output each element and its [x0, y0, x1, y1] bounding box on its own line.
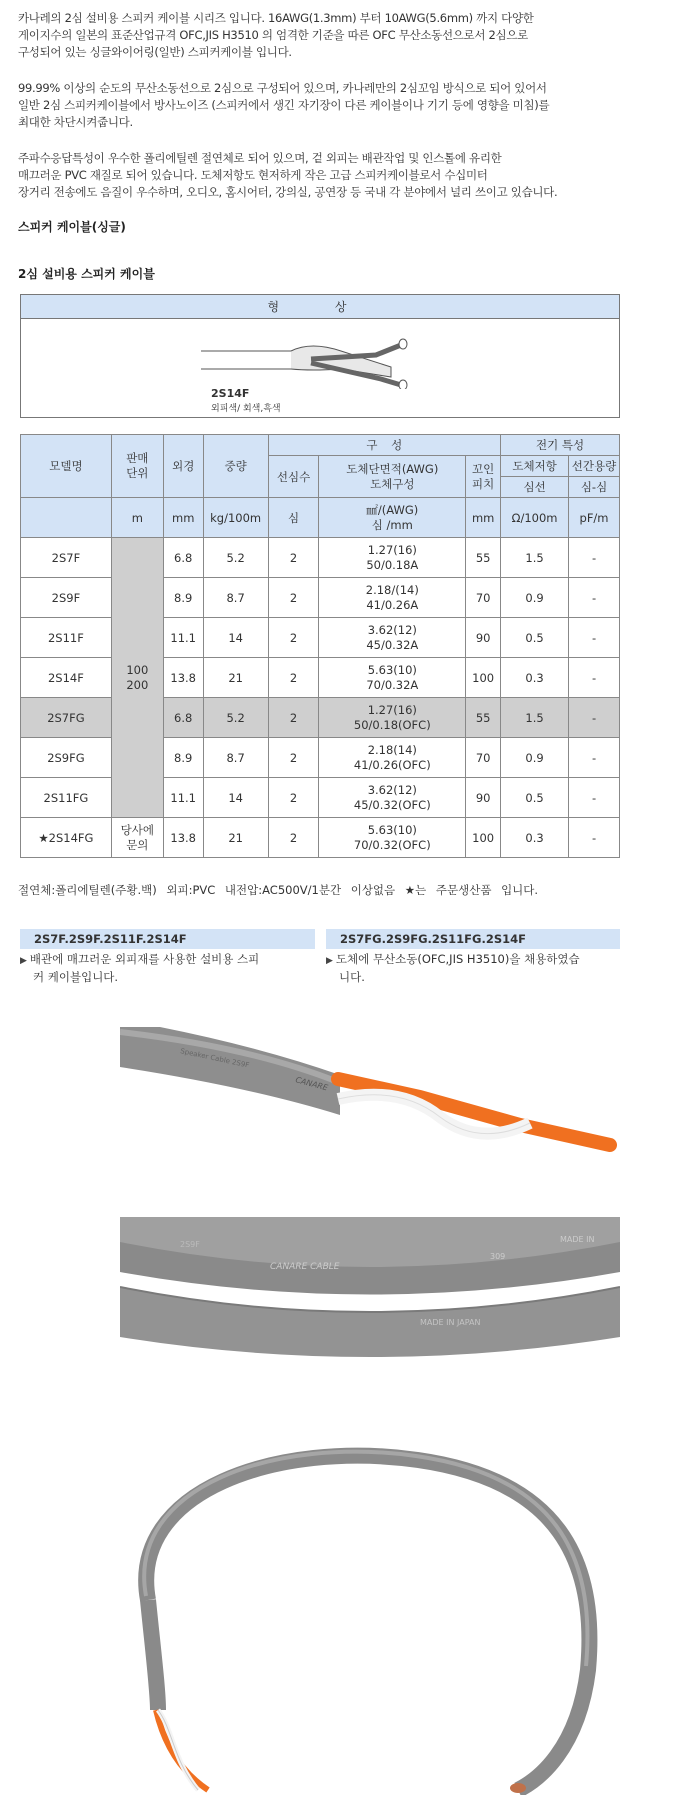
cell-resistance: 0.5 — [501, 778, 569, 818]
cell-od: 8.9 — [163, 578, 203, 618]
cell-conductor: 2.18(14) 41/0.26(OFC) — [319, 738, 466, 778]
col-cores: 선심수 — [268, 456, 319, 498]
cell-model: 2S9FG — [21, 738, 112, 778]
cell-conductor: 1.27(16) 50/0.18(OFC) — [319, 698, 466, 738]
shape-model: 2S14F — [211, 387, 250, 400]
sub-title: 2심 설비용 스피커 케이블 — [18, 267, 155, 281]
cell-resistance: 0.5 — [501, 618, 569, 658]
table-row — [21, 778, 620, 818]
cell-model: 2S7F — [21, 538, 112, 578]
cell-cores: 2 — [268, 658, 319, 698]
intro-line: 게이지수의 일본의 표준산업규격 OFC,JIS H3510 의 엄격한 기준을 따른 OFC 무산소동선으로서 2심으로 — [18, 28, 528, 42]
jacket-num: 309 — [490, 1252, 506, 1261]
shape-desc: 외피색/ 회색,흑색 — [211, 404, 281, 414]
table-row — [21, 738, 620, 778]
col-weight: 중량 — [203, 435, 268, 498]
cell-conductor: 2.18/(14) 41/0.26A — [319, 578, 466, 618]
cable-coil-photo — [118, 1410, 628, 1795]
cell-conductor: 3.62(12) 45/0.32(OFC) — [319, 778, 466, 818]
col-od: 외경 — [163, 435, 203, 498]
col-resistance: 도체저항 — [501, 456, 569, 477]
cell-cores: 2 — [268, 778, 319, 818]
intro-line: 장거리 전송에도 음질이 우수하며, 오디오, 홈시어터, 강의실, 공연장 등 국내 각 분야에서 널리 쓰이고 있습니다. — [18, 185, 558, 199]
box-left-title: 2S7F.2S9F.2S11F.2S14F — [20, 929, 315, 949]
cell-resistance: 0.9 — [501, 578, 569, 618]
shape-cell — [21, 319, 620, 418]
intro-line: 주파수응답특성이 우수한 폴리에틸렌 절연체로 되어 있으며, 겉 외피는 배관작업 및 인스톨에 유리한 — [18, 151, 502, 165]
cell-pitch: 90 — [466, 778, 501, 818]
cell-resistance: 0.3 — [501, 818, 569, 858]
box-line: 니다. — [339, 970, 365, 984]
cell-weight: 5.2 — [203, 538, 268, 578]
cable-print-text: Speaker Cable 2S9F — [179, 1047, 250, 1070]
table-row-highlighted — [21, 698, 620, 738]
cell-od: 6.8 — [163, 698, 203, 738]
table-row — [21, 818, 620, 858]
col-electrical: 전기 특성 — [501, 435, 620, 456]
cell-weight: 21 — [203, 818, 268, 858]
cell-cores: 2 — [268, 698, 319, 738]
cell-weight: 14 — [203, 778, 268, 818]
section-title: 스피커 케이블(싱글) — [18, 220, 126, 234]
col-model: 모델명 — [21, 435, 112, 498]
cell-model: 2S9F — [21, 578, 112, 618]
shape-header: 형 상 — [21, 295, 620, 319]
cell-od: 8.9 — [163, 738, 203, 778]
table-row — [21, 618, 620, 658]
cell-capacitance: - — [569, 538, 620, 578]
cell-pitch: 100 — [466, 658, 501, 698]
bullet-arrow-icon: ▶ — [326, 956, 333, 966]
intro-paragraph-1 — [18, 10, 668, 61]
cell-model: ★2S14FG — [21, 818, 112, 858]
spec-table — [20, 434, 620, 858]
cell-weight: 21 — [203, 658, 268, 698]
cell-pitch: 90 — [466, 618, 501, 658]
cell-model: 2S11FG — [21, 778, 112, 818]
cell-pitch: 100 — [466, 818, 501, 858]
intro-paragraph-2 — [18, 80, 668, 131]
intro-paragraph-3 — [18, 150, 668, 201]
cell-sales-unit: 100 200 — [111, 538, 163, 818]
cell-capacitance: - — [569, 818, 620, 858]
cell-pitch: 55 — [466, 538, 501, 578]
cell-model: 2S11F — [21, 618, 112, 658]
cell-capacitance: - — [569, 738, 620, 778]
table-row — [21, 658, 620, 698]
box-left-text — [20, 951, 320, 985]
cell-resistance: 0.9 — [501, 738, 569, 778]
jacket-logo: CANARE CABLE — [270, 1262, 340, 1272]
cell-weight: 5.2 — [203, 698, 268, 738]
cell-od: 11.1 — [163, 618, 203, 658]
cell-resistance: 0.3 — [501, 658, 569, 698]
jacket-mij: MADE IN JAPAN — [420, 1318, 481, 1327]
cell-od: 6.8 — [163, 538, 203, 578]
intro-line: 매끄러운 PVC 재질로 되어 있습니다. 도체저항도 현저하게 작은 고급 스피커케이블로서 수십미터 — [18, 168, 488, 182]
unit-cores: 심 — [268, 498, 319, 538]
col-core-label: 심선 — [501, 477, 569, 498]
cell-capacitance: - — [569, 698, 620, 738]
shape-table — [20, 294, 620, 418]
cell-resistance: 1.5 — [501, 698, 569, 738]
cell-conductor: 5.63(10) 70/0.32(OFC) — [319, 818, 466, 858]
cell-cores: 2 — [268, 818, 319, 858]
box-line: 배관에 매끄러운 외피재를 사용한 설비용 스피 — [29, 952, 260, 966]
footnote: 절연체:폴리에틸렌(주황.백) 외피:PVC 내전압:AC500V/1분간 이상없음 ★는 주문생산품 입니다. — [18, 883, 539, 897]
col-conductor: 도체단면적(AWG) 도체구성 — [319, 456, 466, 498]
col-capacitance: 선간용량 — [569, 456, 620, 477]
cell-od: 13.8 — [163, 658, 203, 698]
cell-capacitance: - — [569, 658, 620, 698]
cell-conductor: 5.63(10) 70/0.32A — [319, 658, 466, 698]
intro-line: 99.99% 이상의 순도의 무산소동선으로 2심으로 구성되어 있으며, 카나레만의 2심꼬임 방식으로 되어 있어서 — [18, 81, 547, 95]
unit-sales: m — [111, 498, 163, 538]
cell-od: 11.1 — [163, 778, 203, 818]
cell-sales-unit-last: 당사에 문의 — [111, 818, 163, 858]
cell-cores: 2 — [268, 618, 319, 658]
cell-pitch: 70 — [466, 738, 501, 778]
table-row — [21, 538, 620, 578]
cable-logo-text: CANARE — [294, 1075, 329, 1093]
box-right-text — [326, 951, 626, 985]
cell-od: 13.8 — [163, 818, 203, 858]
col-sales-unit: 판매 단위 — [111, 435, 163, 498]
cell-conductor: 3.62(12) 45/0.32A — [319, 618, 466, 658]
bullet-arrow-icon: ▶ — [20, 956, 27, 966]
cell-weight: 8.7 — [203, 578, 268, 618]
box-line: 도체에 무산소동(OFC,JIS H3510)을 채용하였습 — [335, 952, 580, 966]
cell-model: 2S14F — [21, 658, 112, 698]
cell-conductor: 1.27(16) 50/0.18A — [319, 538, 466, 578]
cell-weight: 14 — [203, 618, 268, 658]
cable-end-photo — [120, 1027, 630, 1187]
intro-line: 카나레의 2심 설비용 스피커 케이블 시리즈 입니다. 16AWG(1.3mm) 부터 10AWG(5.6mm) 까지 다양한 — [18, 11, 534, 25]
cell-weight: 8.7 — [203, 738, 268, 778]
cable-jacket-photo — [120, 1217, 620, 1367]
box-right-title: 2S7FG.2S9FG.2S11FG.2S14F — [326, 929, 620, 949]
unit-capacitance: pF/m — [569, 498, 620, 538]
col-core-core: 심-심 — [569, 477, 620, 498]
cell-capacitance: - — [569, 778, 620, 818]
cell-cores: 2 — [268, 578, 319, 618]
col-composition: 구 성 — [268, 435, 501, 456]
unit-resistance: Ω/100m — [501, 498, 569, 538]
cell-model: 2S7FG — [21, 698, 112, 738]
cell-resistance: 1.5 — [501, 538, 569, 578]
cable-diagram-icon — [201, 329, 441, 389]
cell-cores: 2 — [268, 738, 319, 778]
cell-capacitance: - — [569, 578, 620, 618]
intro-line: 최대한 차단시켜줍니다. — [18, 115, 133, 129]
table-row — [21, 578, 620, 618]
cell-cores: 2 — [268, 538, 319, 578]
jacket-mij-b: MADE IN — [560, 1235, 595, 1244]
unit-weight: kg/100m — [203, 498, 268, 538]
cell-pitch: 55 — [466, 698, 501, 738]
jacket-print-a: 2S9F — [180, 1240, 200, 1249]
col-pitch: 꼬인 피치 — [466, 456, 501, 498]
box-line: 커 케이블입니다. — [33, 970, 119, 984]
cell-capacitance: - — [569, 618, 620, 658]
unit-pitch: mm — [466, 498, 501, 538]
intro-line: 일반 2심 스피커케이블에서 방사노이즈 (스피커에서 생긴 자기장이 다른 케이블이나 기기 등에 영향을 미침)를 — [18, 98, 550, 112]
cell-pitch: 70 — [466, 578, 501, 618]
unit-conductor: ㎟/(AWG) 심 /mm — [319, 498, 466, 538]
unit-od: mm — [163, 498, 203, 538]
intro-line: 구성되어 있는 싱글와이어링(일반) 스피커케이블 입니다. — [18, 45, 292, 59]
